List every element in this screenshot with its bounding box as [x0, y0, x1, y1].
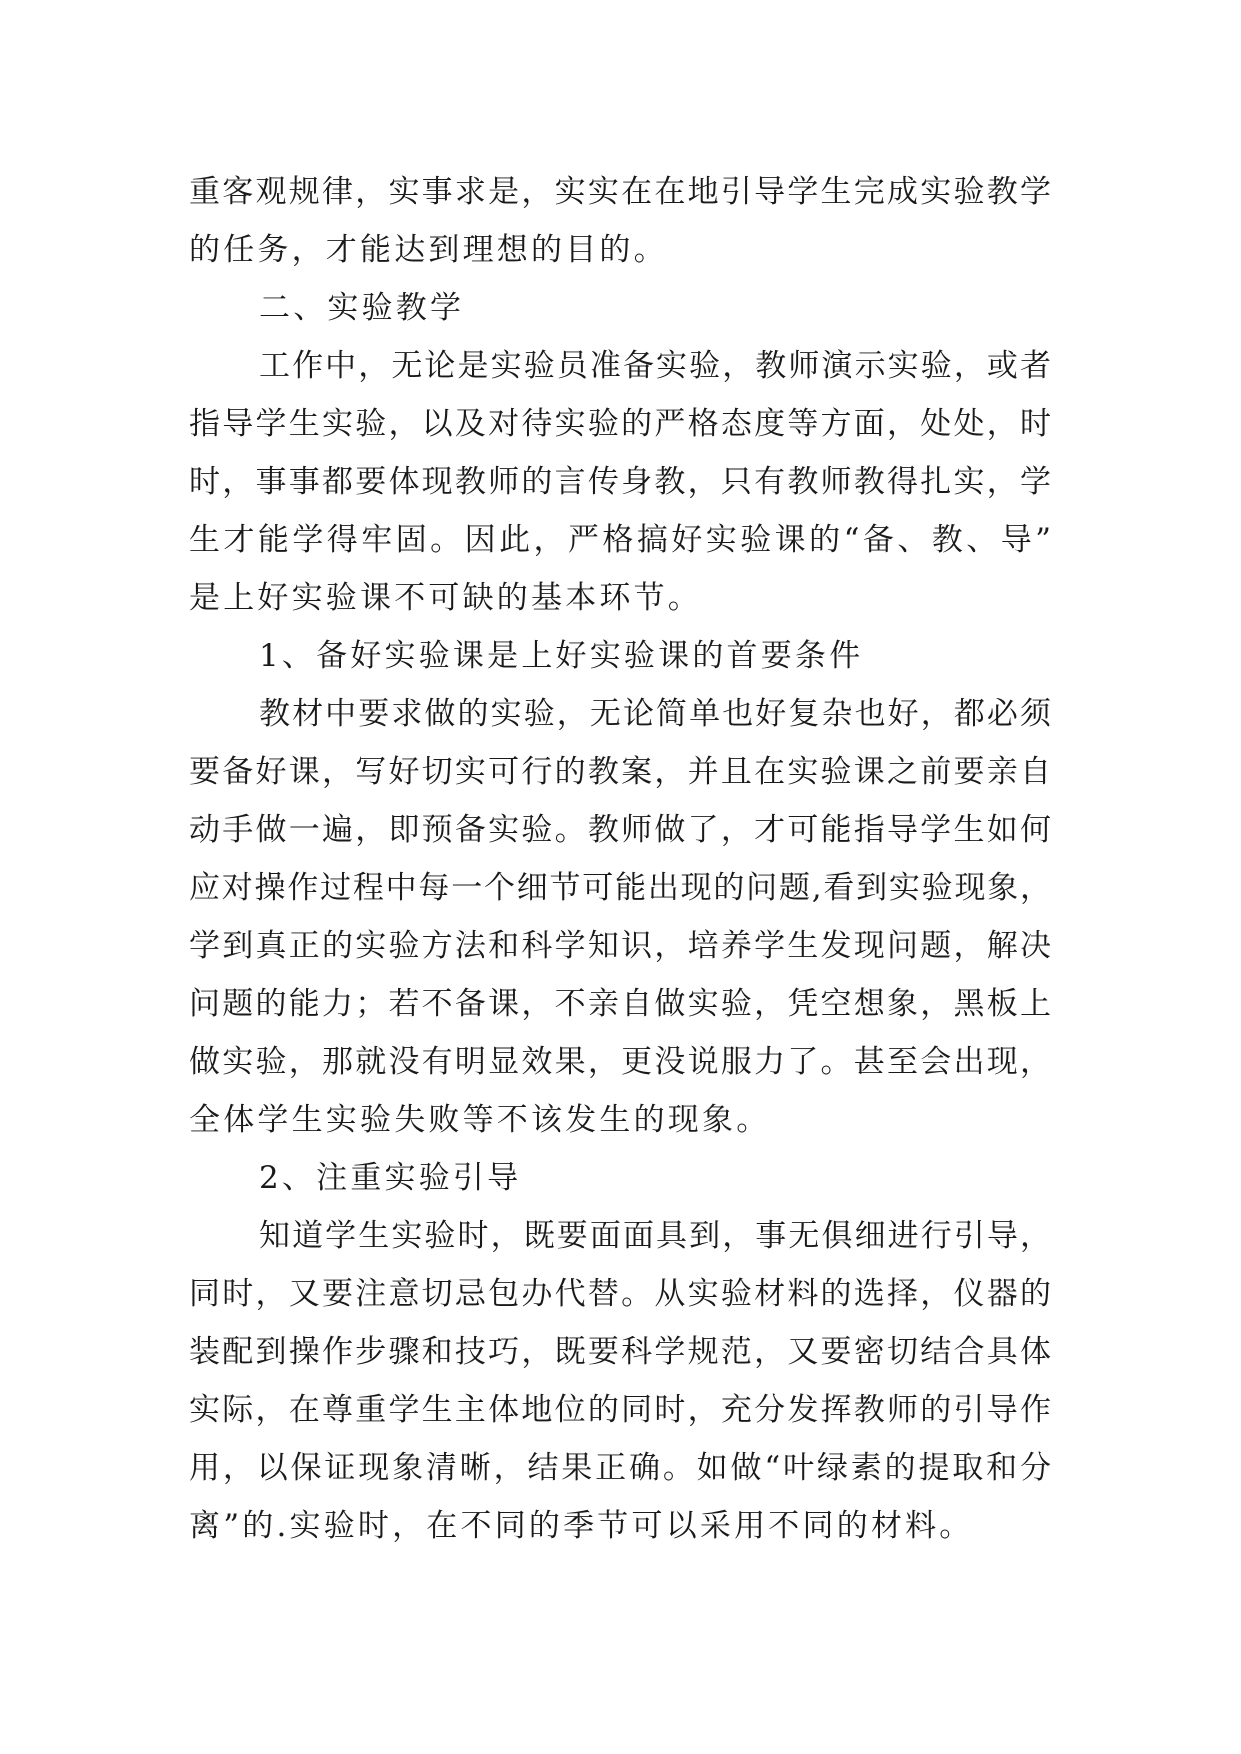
heading-text: 1、备好实验课是上好实验课的首要条件 [259, 638, 864, 674]
text-line: 时，事事都要体现教师的言传身教，只有教师教得扎实，学 [189, 464, 1051, 500]
text-line: 离”的.实验时，在不同的季节可以采用不同的材料。 [189, 1508, 974, 1544]
text-line: 全体学生实验失败等不该发生的现象。 [189, 1102, 771, 1138]
text-line: 学到真正的实验方法和科学知识，培养学生发现问题，解决 [189, 928, 1051, 964]
paragraph [189, 337, 1051, 627]
text-line: 重客观规律，实事求是，实实在在地引导学生完成实验教学 [189, 174, 1051, 210]
document-page [189, 163, 1051, 1555]
text-line: 指导学生实验，以及对待实验的严格态度等方面，处处，时 [189, 406, 1051, 442]
text-line: 是上好实验课不可缺的基本环节。 [189, 580, 702, 616]
subsection-heading [189, 1149, 1051, 1207]
paragraph [189, 1207, 1051, 1555]
text-line: 教材中要求做的实验，无论简单也好复杂也好，都必须 [259, 696, 1051, 732]
text-line: 做实验，那就没有明显效果，更没说服力了。甚至会出现， [189, 1044, 1051, 1080]
text-line: 工作中，无论是实验员准备实验，教师演示实验，或者 [259, 348, 1051, 384]
heading-text: 2、注重实验引导 [259, 1160, 522, 1196]
text-line: 要备好课，写好切实可行的教案，并且在实验课之前要亲自 [189, 754, 1051, 790]
text-line: 用，以保证现象清晰，结果正确。如做“叶绿素的提取和分 [189, 1450, 1051, 1486]
text-line: 同时，又要注意切忌包办代替。从实验材料的选择，仪器的 [189, 1276, 1051, 1312]
section-heading [189, 279, 1051, 337]
paragraph-continuation [189, 163, 1051, 279]
subsection-heading [189, 627, 1051, 685]
paragraph [189, 685, 1051, 1149]
text-line: 生才能学得牢固。因此，严格搞好实验课的“备、教、导” [189, 522, 1051, 558]
text-line: 实际，在尊重学生主体地位的同时，充分发挥教师的引导作 [189, 1392, 1051, 1428]
text-line: 的任务，才能达到理想的目的。 [189, 232, 668, 268]
text-line: 动手做一遍，即预备实验。教师做了，才可能指导学生如何 [189, 812, 1051, 848]
text-line: 知道学生实验时，既要面面具到，事无俱细进行引导， [259, 1218, 1051, 1254]
text-line: 应对操作过程中每一个细节可能出现的问题,看到实验现象， [189, 870, 1051, 906]
text-line: 问题的能力；若不备课，不亲自做实验，凭空想象，黑板上 [189, 986, 1051, 1022]
text-line: 装配到操作步骤和技巧，既要科学规范，又要密切结合具体 [189, 1334, 1051, 1370]
heading-text: 二、实验教学 [259, 290, 465, 326]
